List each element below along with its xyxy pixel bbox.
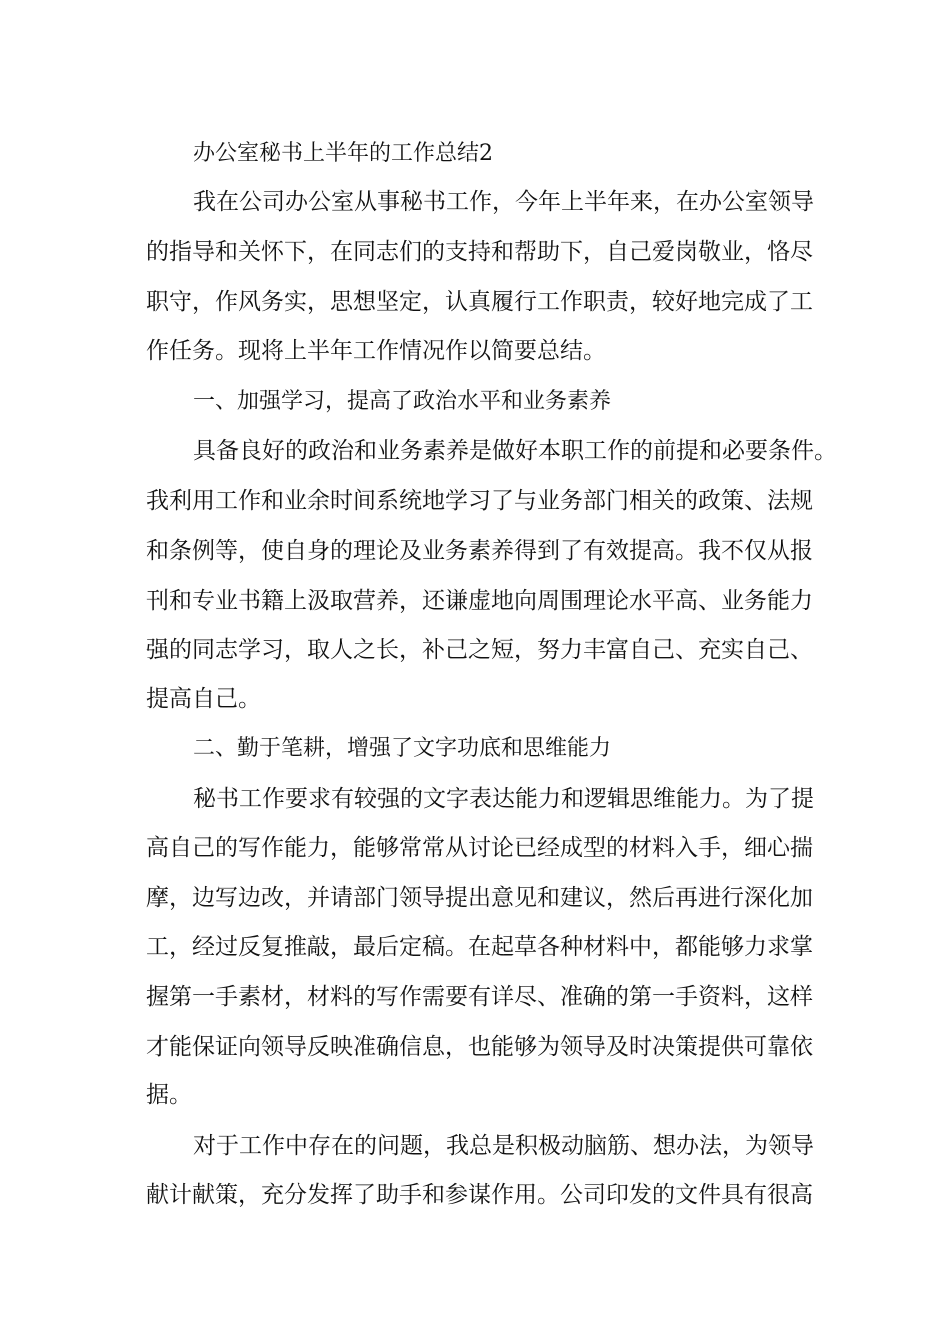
paragraph-writing-line: 握第一手素材，材料的写作需要有详尽、准确的第一手资料，这样 — [146, 984, 813, 1010]
document-title: 办公室秘书上半年的工作总结2 — [193, 141, 493, 166]
paragraph-advice-line: 献计献策，充分发挥了助手和参谋作用。公司印发的文件具有很高 — [146, 1182, 813, 1208]
paragraph-study-line: 刊和专业书籍上汲取营养，还谦虚地向周围理论水平高、业务能力 — [146, 588, 813, 614]
paragraph-study-line: 和条例等，使自身的理论及业务素养得到了有效提高。我不仅从报 — [146, 538, 813, 564]
paragraph-advice-line: 对于工作中存在的问题，我总是积极动脑筋、想办法，为领导 — [193, 1133, 814, 1159]
paragraph-intro-line: 作任务。现将上半年工作情况作以简要总结。 — [146, 338, 606, 364]
paragraph-writing-line: 高自己的写作能力，能够常常从讨论已经成型的材料入手，细心揣 — [146, 835, 813, 861]
paragraph-study-line: 我利用工作和业余时间系统地学习了与业务部门相关的政策、法规 — [146, 488, 813, 514]
paragraph-study-line: 具备良好的政治和业务素养是做好本职工作的前提和必要条件。 — [193, 438, 837, 464]
section-heading-1: 一、加强学习，提高了政治水平和业务素养 — [193, 389, 612, 414]
paragraph-writing-line: 工，经过反复推敲，最后定稿。在起草各种材料中，都能够力求掌 — [146, 934, 813, 960]
paragraph-writing-line: 秘书工作要求有较强的文字表达能力和逻辑思维能力。为了提 — [193, 786, 814, 812]
paragraph-writing-line: 才能保证向领导反映准确信息，也能够为领导及时决策提供可靠依 — [146, 1034, 813, 1060]
paragraph-intro-line: 职守，作风务实，思想坚定，认真履行工作职责，较好地完成了工 — [146, 289, 813, 315]
paragraph-writing-line: 摩，边写边改，并请部门领导提出意见和建议，然后再进行深化加 — [146, 885, 813, 911]
section-heading-2: 二、勤于笔耕，增强了文字功底和思维能力 — [193, 736, 612, 761]
paragraph-intro-line: 我在公司办公室从事秘书工作，今年上半年来，在办公室领导 — [193, 189, 814, 215]
paragraph-study-line: 强的同志学习，取人之长，补己之短，努力丰富自己、充实自己、 — [146, 637, 813, 663]
paragraph-writing-line: 据。 — [146, 1082, 192, 1108]
paragraph-intro-line: 的指导和关怀下，在同志们的支持和帮助下，自己爱岗敬业，恪尽 — [146, 239, 813, 265]
paragraph-study-line: 提高自己。 — [146, 686, 261, 712]
